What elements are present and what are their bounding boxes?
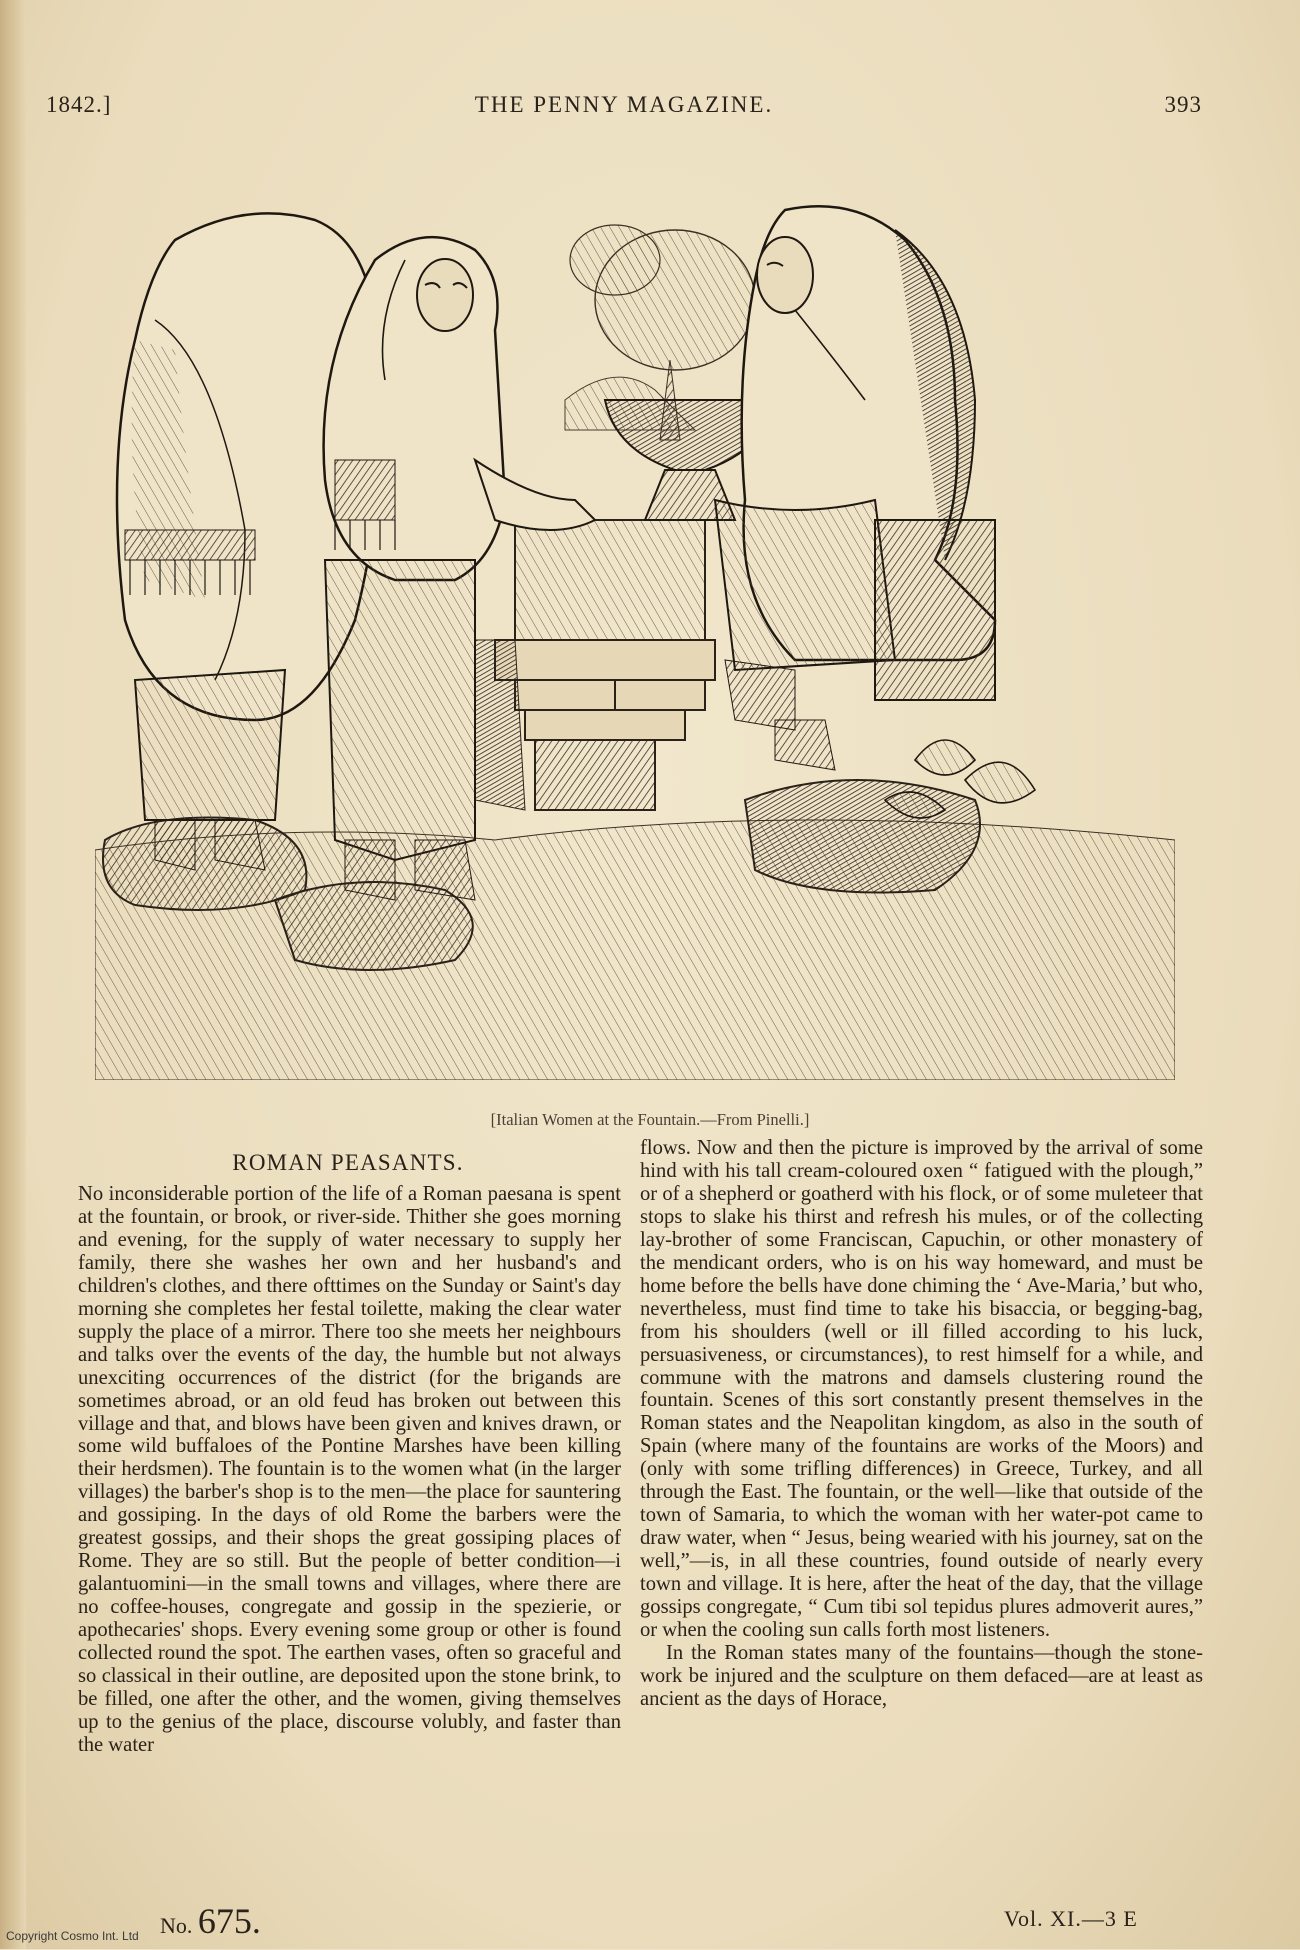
- issue-prefix: No.: [160, 1913, 193, 1938]
- stone-fountain: [475, 520, 715, 810]
- foreground-rock-right: [745, 780, 980, 893]
- paragraph: flows. Now and then the picture is improved by the arrival of some hind with his tall cream-coloured oxen “ fatigued with the plough,” or of a shepherd or goatherd with his flock, or of some muleteer that stops to slake his thirst and refresh his mules, or of the collecting lay-brother of some Franciscan, Capuchin, or other monastery of the mendicant orders, who is on his way homeward, and must be home before the bells have done chiming the ‘ Ave-Maria,’ but who, nevertheless, must find time to take his bisaccia, or begging-bag, from his shoulders (well or ill filled according to his luck, persuasiveness, or circumstances), to rest himself for a while, and commune with the matrons and damsels clustering round the fountain. Scenes of this sort constantly present themselves in the Roman states and the Neapolitan kingdom, as also in the south of Spain (where many of the fountains are works of the Moors) and (only with some trifling differences) in Greece, Turkey, and all through the East. The fountain, or the well—like that outside of the town of Samaria, to which the woman with her water-pot came to draw water, when “ Jesus, being wearied with his journey, sat on the well,”—is, in all these countries, found outside of nearly every town and village. It is here, after the heat of the day, that the village gossips congregate, “ Cum tibi sol tepidus plures admoverit aures,” or when the cooling sun calls forth most listeners.: [640, 1137, 1203, 1642]
- article-title: ROMAN PEASANTS.: [232, 1150, 464, 1175]
- page-footer: [0, 1900, 1300, 1950]
- issue-number-value: 675.: [197, 1901, 261, 1941]
- page-number: 393: [1164, 92, 1202, 117]
- woman-right-seated: [715, 206, 995, 770]
- issue-number: [160, 1900, 261, 1942]
- paragraph: No inconsiderable portion of the life of a Roman paesana is spent at the fountain, or brook, or river-side. Thither she goes morning and evening, for the supply of water necessary to supply her family, there she washes her own and her husband's and children's clothes, and there ofttimes on the Sunday or Saint's day morning she completes her festal toilette, making the clear water supply the place of a mirror. There too she meets her neighbours and talks over the events of the day, the humble but not always unexciting occurrences of the district (for the brigands are sometimes abroad, or an old feud has broken out between this village and that, and blows have been given and knives drawn, or some wild buffaloes of the Pontine Marshes have been killing their herdsmen). The fountain is to the women what (in the larger villages) the barber's shop is to the men—the place for sauntering and gossiping. In the days of old Rome the barbers were the greatest gossips, and their shops the great gossiping places of Rome. They are so still. But the people of better condition—i galantuomini—in the small towns and villages, where there are no coffee-houses, congregate and gossip in the spezierie, or apothecaries' shops. Every evening some group or other is found collected round the spot. The earthen vases, often so graceful and so classical in their outline, are deposited upon the stone brink, to be filled, one after the other, and the women, giving themselves up to the genius of the place, discourse volubly, and faster than the water: [78, 1183, 621, 1756]
- article-column-right: [640, 1137, 1203, 1711]
- illustration-caption: [Italian Women at the Fountain.—From Pinelli.]: [490, 1110, 810, 1129]
- page-binding-edge: [0, 0, 26, 1949]
- foreground-rock-left: [103, 818, 306, 911]
- running-header: [46, 92, 1202, 126]
- engraving-italian-women-at-fountain: [95, 200, 1175, 1080]
- paragraph: In the Roman states many of the fountains—though the stone-work be injured and the sculpture on them defaced—are at least as ancient as the days of Horace,: [640, 1641, 1203, 1710]
- article-column-left: [78, 1183, 621, 1757]
- header-year: 1842.]: [46, 92, 112, 117]
- volume-signature: Vol. XI.—3 E: [1004, 1906, 1138, 1931]
- copyright-watermark: Copyright Cosmo Int. Ltd: [6, 1929, 139, 1943]
- magazine-title: THE PENNY MAGAZINE.: [474, 92, 774, 117]
